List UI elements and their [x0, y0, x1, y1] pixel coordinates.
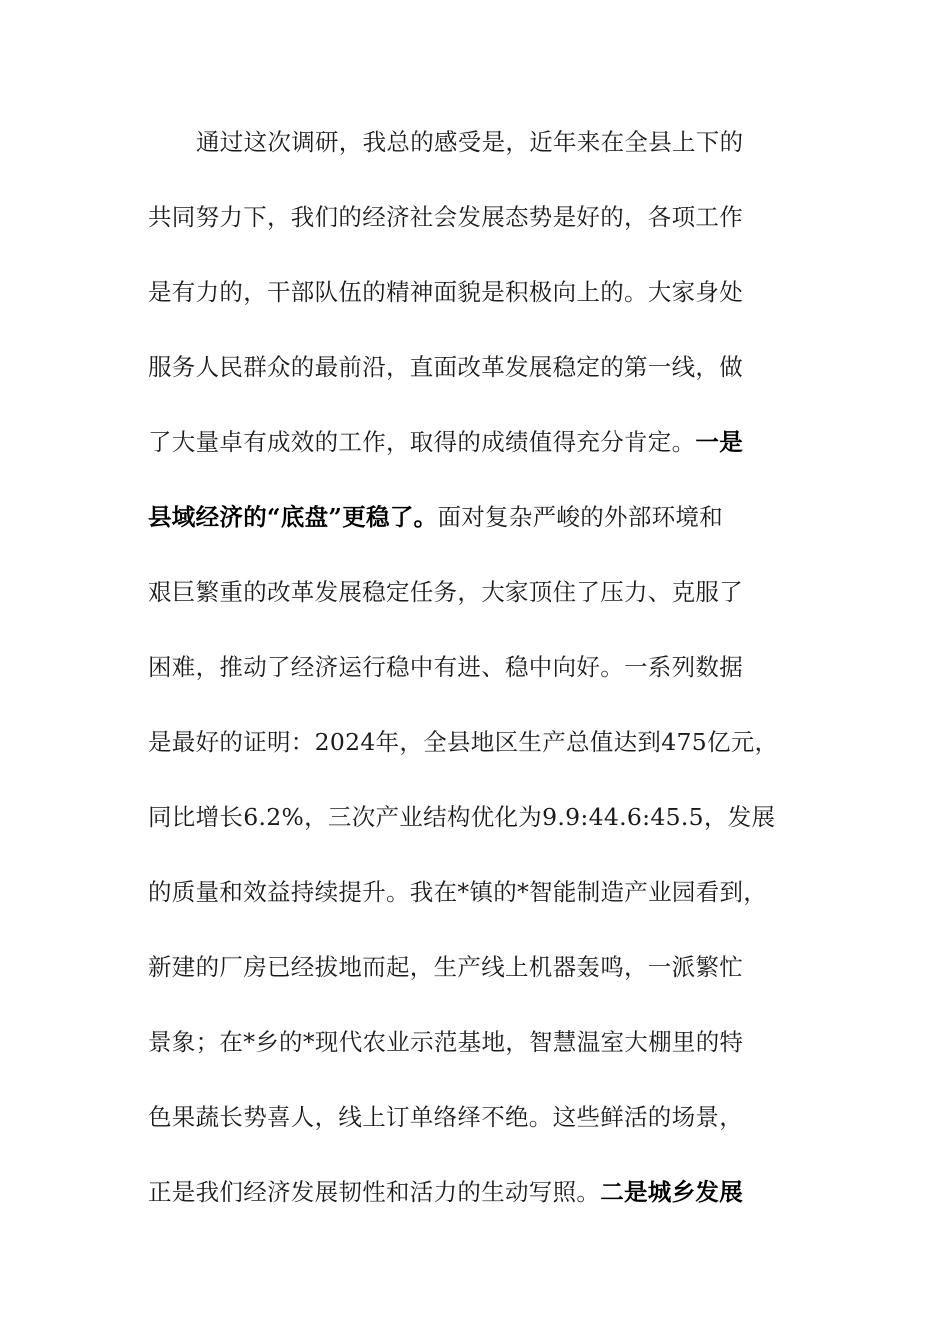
paragraph-line-6	[148, 497, 808, 537]
point-two-heading: 二是城乡发展	[600, 1178, 744, 1206]
paragraph-line-14: 色果蔬长势喜人，线上订单络绎不绝。这些鲜活的场景，	[148, 1103, 743, 1131]
paragraph-line-1: 通过这次调研，我总的感受是，近年来在全县上下的	[196, 128, 744, 156]
paragraph-line-7: 艰巨繁重的改革发展稳定任务，大家顶住了压力、克服了	[148, 578, 743, 606]
paragraph-line-10: 同比增长6.2%，三次产业结构优化为9.9:44.6:45.5，发展	[148, 803, 776, 831]
paragraph-line-8: 困难，推动了经济运行稳中有进、稳中向好。一系列数据	[148, 653, 743, 681]
point-one-heading: 县域经济的“底盘”更稳了。	[148, 503, 438, 531]
paragraph-line-12: 新建的厂房已经拔地而起，生产线上机器轰鸣，一派繁忙	[148, 953, 743, 981]
paragraph-line-15	[148, 1172, 808, 1212]
paragraph-line-13: 景象；在*乡的*现代农业示范基地，智慧温室大棚里的特	[148, 1028, 744, 1056]
point-one-label: 一是	[695, 428, 744, 456]
line-5-text: 了大量卓有成效的工作，取得的成绩值得充分肯定。	[148, 428, 696, 456]
paragraph-line-2: 共同努力下，我们的经济社会发展态势是好的，各项工作	[148, 203, 743, 231]
paragraph-line-9: 是最好的证明：2024年，全县地区生产总值达到475亿元，	[148, 728, 779, 756]
paragraph-line-5	[148, 422, 808, 462]
paragraph-line-3: 是有力的，干部队伍的精神面貌是积极向上的。大家身处	[148, 278, 743, 306]
line-6-text: 面对复杂严峻的外部环境和	[437, 503, 724, 531]
paragraph-line-11: 的质量和效益持续提升。我在*镇的*智能制造产业园看到，	[148, 878, 768, 906]
paragraph-line-4: 服务人民群众的最前沿，直面改革发展稳定的第一线，做	[148, 353, 743, 381]
line-15-text: 正是我们经济发展韧性和活力的生动写照。	[148, 1178, 601, 1206]
